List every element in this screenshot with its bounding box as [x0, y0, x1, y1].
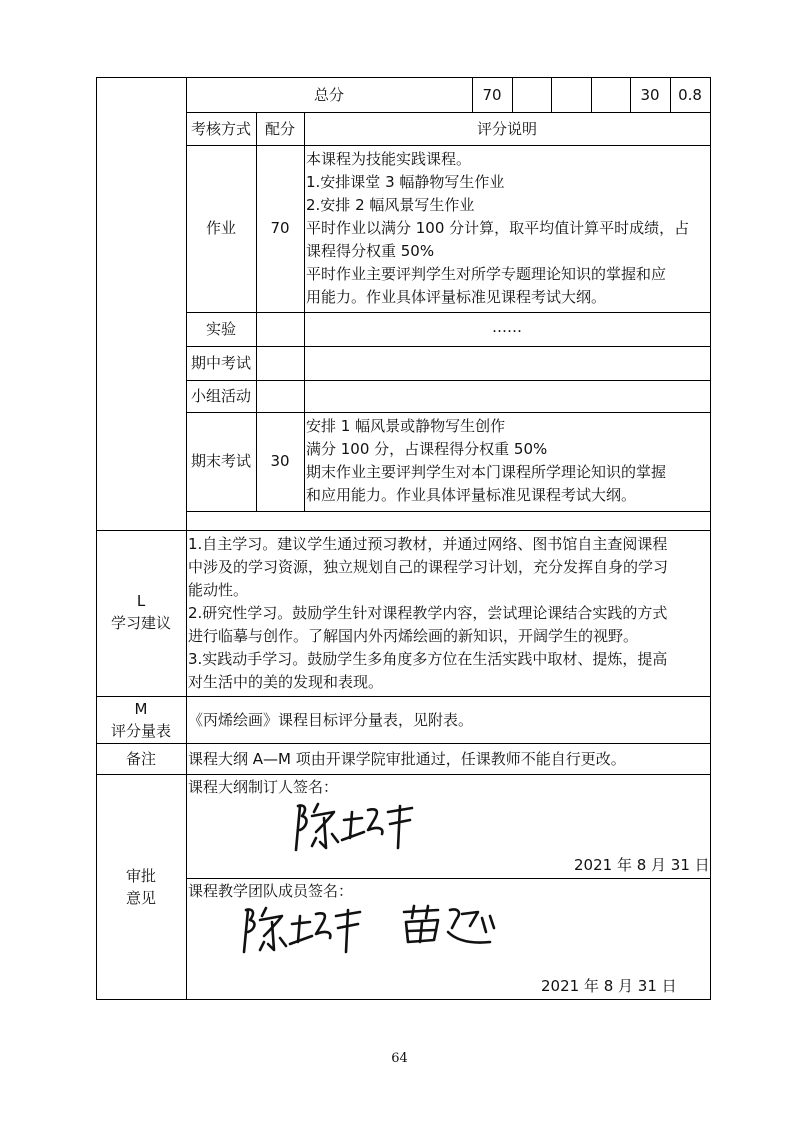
total-value-2: 30	[640, 86, 660, 104]
header-weight: 配分	[264, 120, 295, 138]
section-m-title: 评分量表	[110, 722, 171, 740]
section-note-body: 课程大纲 A—M 项由开课学院审批通过，任课教师不能自行更改。	[188, 750, 626, 768]
row-desc-final: 安排 1 幅风景或静物写生创作 满分 100 分，占课程得分权重 50% 期末作业主要评判学生对本门课程所学理论知识的掌握 和应用能力。作业具体评量标准见课程考试大纲。	[306, 417, 667, 504]
drafter-signature	[288, 798, 418, 856]
total-value-3: 0.8	[678, 86, 702, 104]
row-weight-homework: 70	[270, 219, 290, 237]
row-method-group: 小组活动	[190, 387, 251, 405]
total-value: 70	[482, 86, 502, 104]
section-l-letter: L	[136, 592, 146, 610]
section-l-title: 学习建议	[110, 614, 171, 632]
header-desc: 评分说明	[476, 120, 537, 138]
row-method-experiment: 实验	[205, 320, 236, 338]
team-sign-label: 课程教学团队成员签名：	[188, 882, 354, 900]
row-desc-homework: 本课程为技能实践课程。 1.安排课堂 3 幅静物写生作业 2.安排 2 幅风景写生作业 平时作业以满分 100 分计算，取平均值计算平时成绩，占 课程得分权重 50% 平时作业主要评判学生对所学专题理论知识的掌握和应 用能力。作业具体评量标准见课程考试大纲。	[306, 150, 690, 306]
drafter-sign-label: 课程大纲制订人签名：	[188, 778, 339, 796]
row-method-midterm: 期中考试	[190, 354, 251, 372]
approval-title-1: 审批	[125, 867, 156, 885]
team-date: 2021 年 8 月 31 日	[541, 977, 677, 995]
row-method-homework: 作业	[205, 219, 236, 237]
page-number: 64	[391, 1051, 408, 1066]
total-label: 总分	[313, 86, 344, 104]
approval-title-2: 意见	[125, 889, 156, 907]
header-method: 考核方式	[190, 120, 251, 138]
row-weight-final: 30	[270, 452, 290, 470]
team-signature-2	[398, 902, 498, 952]
section-m-letter: M	[134, 700, 148, 718]
drafter-date: 2021 年 8 月 31 日	[574, 856, 710, 874]
team-signature-1	[236, 900, 364, 956]
section-m-body: 《丙烯绘画》课程目标评分量表，见附表。	[188, 711, 474, 729]
row-desc-experiment: ……	[492, 318, 522, 336]
section-l-body: 1.自主学习。建议学生通过预习教材，并通过网络、图书馆自主查阅课程 中涉及的学习资源，独立规划自己的课程学习计划，充分发挥自身的学习 能动性。 2.研究性学习。鼓励学生针对课程教学内容，尝试理论课结合实践的方式 进行临摹与创作。了解国内外丙烯绘画的新知识，开阔学生的视野。 3.实践动手学习。鼓励学生多角度多方位在生活实践中取材、提炼，提高 对生活中的美的发现和表现。	[188, 535, 669, 691]
section-note-title: 备注	[125, 750, 156, 768]
row-method-final: 期末考试	[190, 452, 251, 470]
